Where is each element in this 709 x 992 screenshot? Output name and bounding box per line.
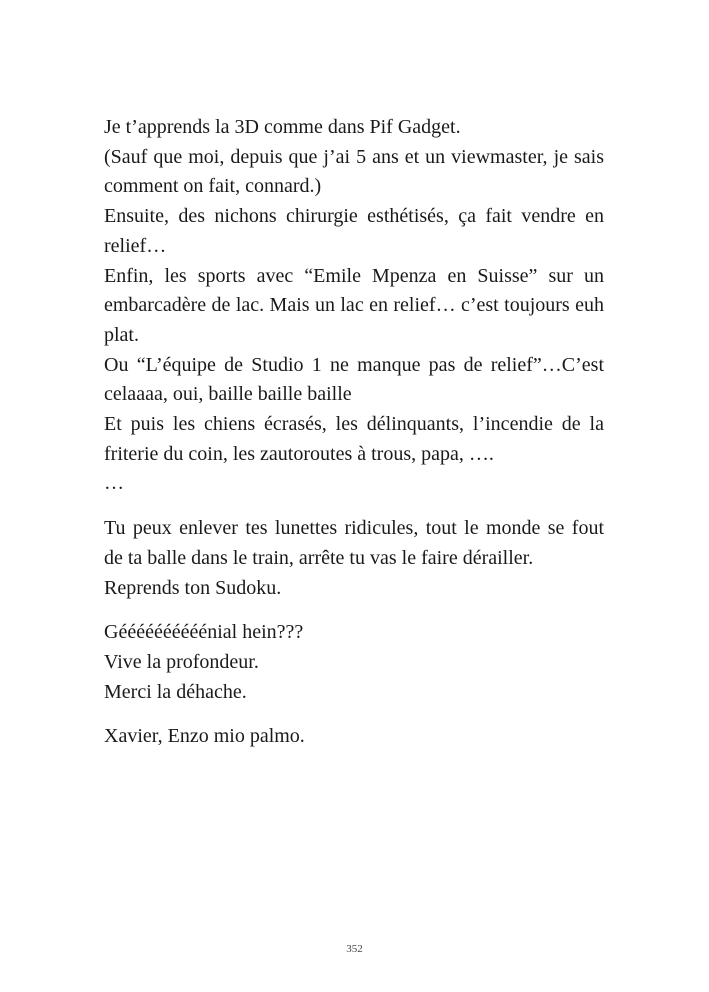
paragraph-sports: Enfin, les sports avec “Emile Mpenza en Suisse” sur un embarcadère de lac. Mais un lac en relief… c’est toujours euh plat. [104,264,604,346]
paragraph-pif-gadget: Je t’apprends la 3D comme dans Pif Gadget. [104,116,461,138]
paragraph-genial: Géééééééééénial hein??? [104,621,304,644]
paragraph-dehache: Merci la déhache. [104,680,247,703]
paragraph-profondeur: Vive la profondeur. [104,650,259,673]
paragraph-viewmaster: (Sauf que moi, depuis que j’ai 5 ans et un viewmaster, je sais comment on fait, connard.) [104,145,604,198]
paragraph-studio-1: Ou “L’équipe de Studio 1 ne manque pas de relief”…C’est celaaaa, oui, baille baille baille [104,353,604,406]
paragraph-faits-divers: Et puis les chiens écrasés, les délinquants, l’incendie de la friterie du coin, les zautoroutes à trous, papa, …. [104,413,604,465]
paragraph-lunettes: Tu peux enlever tes lunettes ridicules, tout le monde se fout de ta balle dans le train, arrête tu vas le faire dérailler. [104,517,604,569]
page-number: 352 [346,943,363,955]
page-body [104,113,604,752]
paragraph-sudoku: Reprends ton Sudoku. [104,576,282,599]
paragraph-ellipsis: … [104,472,124,495]
signature-line: Xavier, Enzo mio palmo. [104,725,305,748]
paragraph-relief: Ensuite, des nichons chirurgie esthétisés, ça fait vendre en relief… [104,205,604,257]
